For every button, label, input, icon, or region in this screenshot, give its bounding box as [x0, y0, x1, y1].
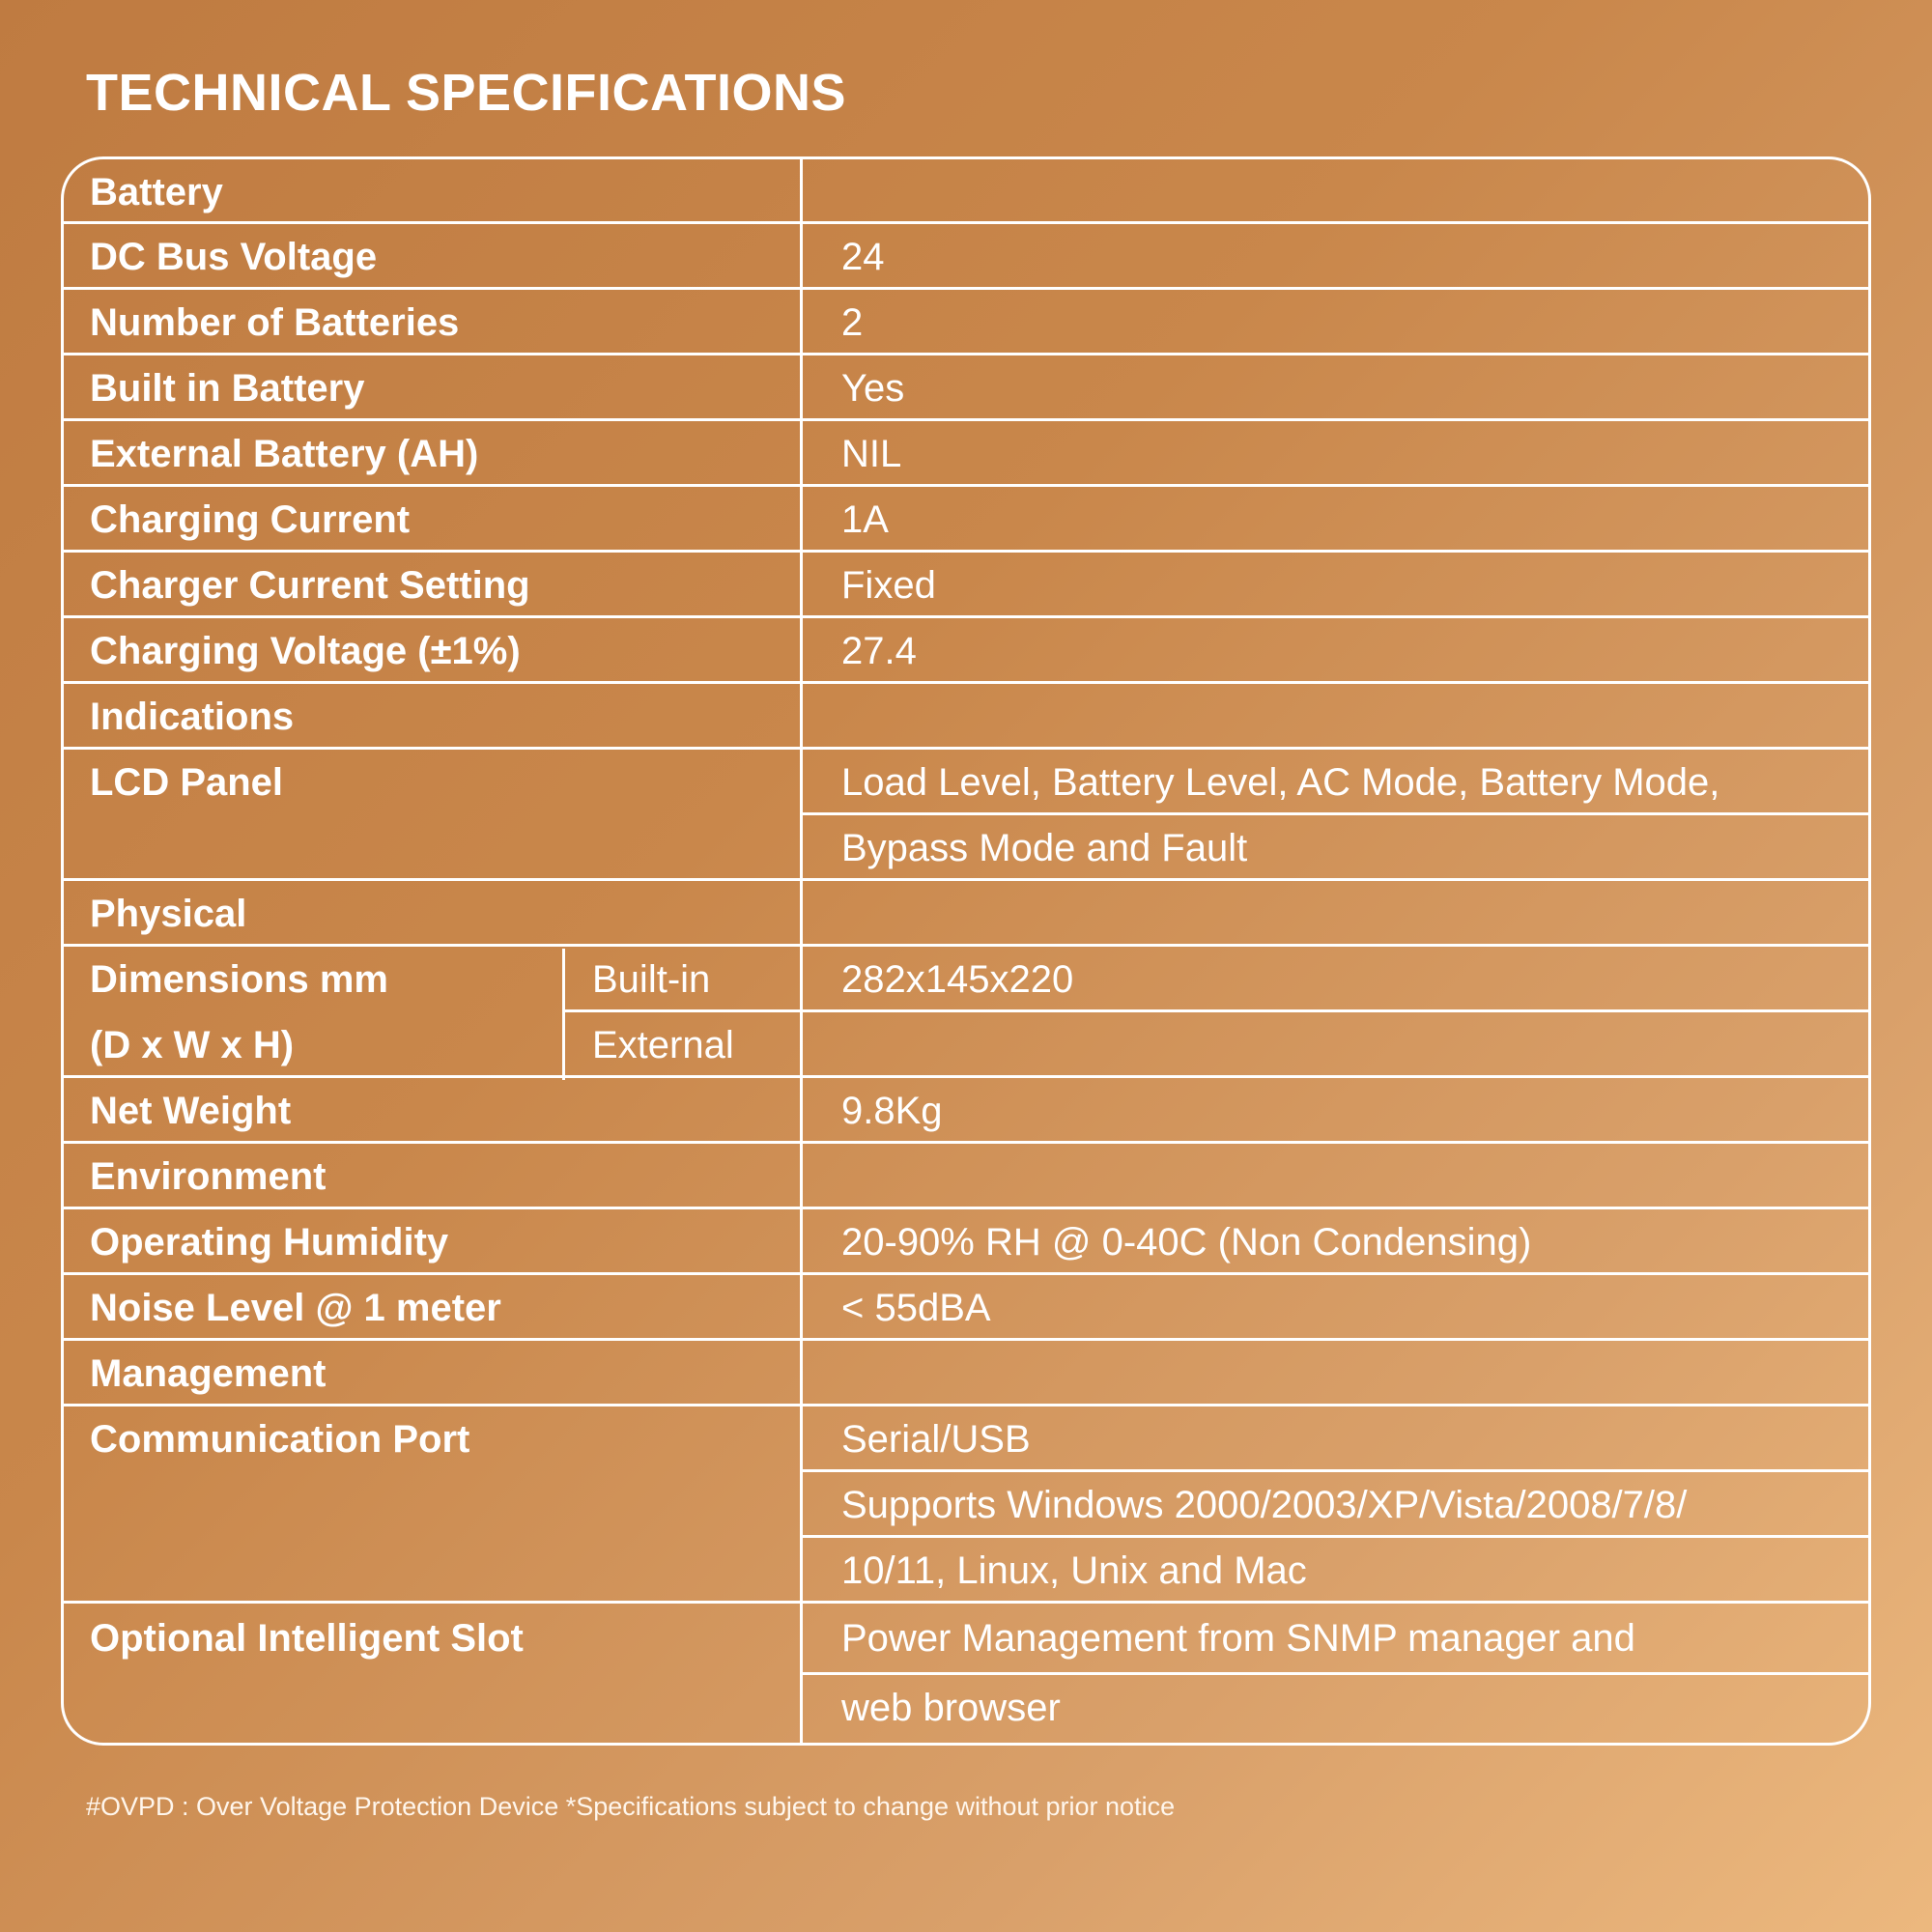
section-header-environment: Environment: [90, 1155, 327, 1198]
spec-value: 20-90% RH @ 0-40C (Non Condensing): [841, 1221, 1532, 1264]
spec-label: Net Weight: [90, 1090, 292, 1132]
spec-label: Communication Port: [90, 1418, 470, 1461]
spec-value: 24: [841, 236, 885, 278]
column-divider: [800, 159, 803, 1746]
spec-value-line: Supports Windows 2000/2003/XP/Vista/2008/7/8/: [841, 1484, 1688, 1526]
section-header-management: Management: [90, 1352, 327, 1395]
spec-sub-label: External: [592, 1024, 734, 1066]
spec-value: 1A: [841, 498, 889, 541]
spec-label: External Battery (AH): [90, 433, 479, 475]
spec-label: Noise Level @ 1 meter: [90, 1287, 501, 1329]
spec-value-line: 10/11, Linux, Unix and Mac: [841, 1549, 1307, 1592]
section-header-battery: Battery: [90, 171, 223, 213]
spec-label-line: Dimensions mm: [90, 958, 388, 1001]
spec-value-line: Power Management from SNMP manager and: [841, 1617, 1635, 1660]
spec-table: [61, 156, 1871, 1746]
spec-label: Number of Batteries: [90, 301, 460, 344]
section-header-indications: Indications: [90, 696, 295, 738]
spec-label: Charging Voltage (±1%): [90, 630, 521, 672]
page-title: TECHNICAL SPECIFICATIONS: [86, 64, 847, 122]
spec-label: LCD Panel: [90, 761, 284, 804]
spec-value: Fixed: [841, 564, 936, 607]
spec-label-line: (D x W x H): [90, 1024, 295, 1066]
spec-value-line: Bypass Mode and Fault: [841, 827, 1248, 869]
spec-value: 282x145x220: [841, 958, 1074, 1001]
spec-value-line: web browser: [841, 1687, 1061, 1729]
spec-value-line: Load Level, Battery Level, AC Mode, Battery Mode,: [841, 761, 1720, 804]
row-divider: [64, 1075, 1871, 1078]
spec-value: 2: [841, 301, 864, 344]
spec-value: 27.4: [841, 630, 917, 672]
spec-label: Charging Current: [90, 498, 411, 541]
spec-value: NIL: [841, 433, 902, 475]
spec-value: Yes: [841, 367, 905, 410]
row-divider: [64, 1141, 1871, 1144]
spec-value: < 55dBA: [841, 1287, 991, 1329]
spec-label: Built in Battery: [90, 367, 365, 410]
section-header-physical: Physical: [90, 893, 247, 935]
sub-column-divider: [562, 949, 565, 1080]
spec-label: Optional Intelligent Slot: [90, 1617, 524, 1660]
spec-label: Charger Current Setting: [90, 564, 530, 607]
spec-sub-label: Built-in: [592, 958, 711, 1001]
spec-label: DC Bus Voltage: [90, 236, 378, 278]
footnote: #OVPD : Over Voltage Protection Device *Specifications subject to change without prior notice: [86, 1792, 1176, 1821]
row-divider: [565, 1009, 1871, 1012]
spec-value: 9.8Kg: [841, 1090, 943, 1132]
spec-value-line: Serial/USB: [841, 1418, 1031, 1461]
spec-label: Operating Humidity: [90, 1221, 449, 1264]
